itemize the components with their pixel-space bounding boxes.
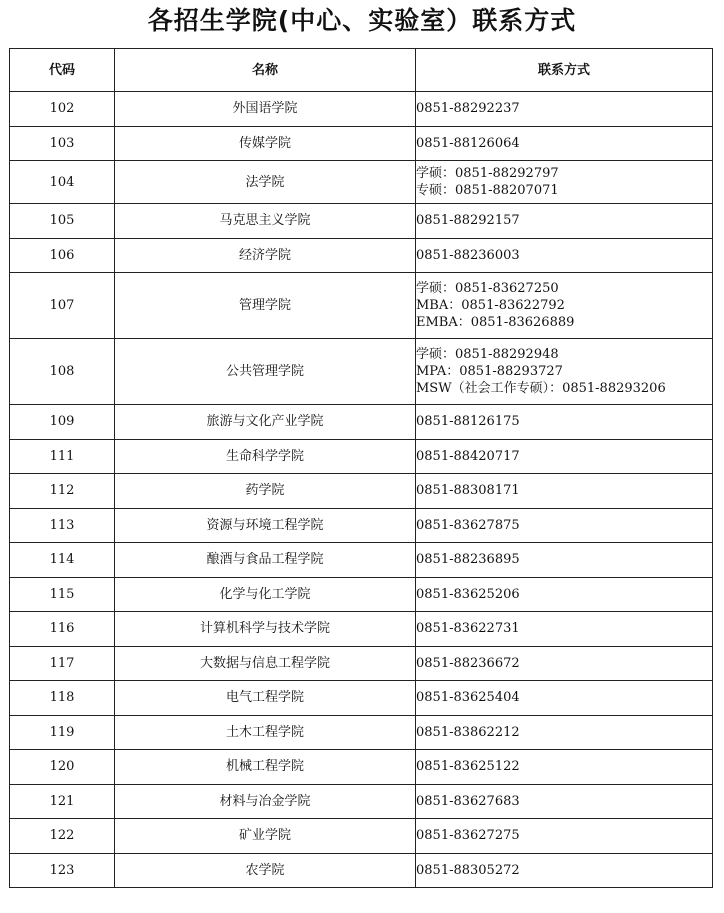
cell-contact xyxy=(416,273,713,339)
table-row xyxy=(10,339,713,405)
cell-contact xyxy=(416,238,713,273)
cell-name: 大数据与信息工程学院 xyxy=(115,646,416,681)
table-row xyxy=(10,577,713,612)
cell-contact xyxy=(416,161,713,204)
cell-name: 计算机科学与技术学院 xyxy=(115,612,416,647)
contact-line: MSW（社会工作专硕）：0851-88293206 xyxy=(416,381,666,396)
cell-name: 外国语学院 xyxy=(115,92,416,127)
cell-name: 公共管理学院 xyxy=(115,339,416,405)
contact-line: 0851-88236895 xyxy=(416,552,520,568)
cell-contact xyxy=(416,126,713,161)
contact-line: 0851-83627683 xyxy=(416,793,520,809)
cell-contact xyxy=(416,646,713,681)
cell-code: 108 xyxy=(10,339,115,405)
table-row xyxy=(10,273,713,339)
contact-line: 0851-83625122 xyxy=(416,759,520,775)
cell-contact xyxy=(416,577,713,612)
contact-line: 0851-88308171 xyxy=(416,483,520,499)
table-row xyxy=(10,508,713,543)
table-row xyxy=(10,204,713,239)
contact-line: 0851-88236003 xyxy=(416,247,520,263)
cell-code: 123 xyxy=(10,853,115,888)
cell-name: 法学院 xyxy=(115,161,416,204)
cell-contact xyxy=(416,339,713,405)
contact-line: 0851-88126064 xyxy=(416,135,520,151)
cell-contact xyxy=(416,204,713,239)
cell-code: 107 xyxy=(10,273,115,339)
column-header-name: 名称 xyxy=(115,49,416,92)
contact-line: 0851-88420717 xyxy=(416,448,520,464)
contact-line: 学硕：0851-83627250 xyxy=(416,281,559,296)
contact-line: 0851-88305272 xyxy=(416,862,520,878)
cell-contact xyxy=(416,92,713,127)
contact-line: 0851-83862212 xyxy=(416,724,520,740)
cell-name: 管理学院 xyxy=(115,273,416,339)
table-body xyxy=(10,92,713,888)
cell-code: 116 xyxy=(10,612,115,647)
contact-line: MPA：0851-88293727 xyxy=(416,364,563,379)
contact-line: 0851-83627275 xyxy=(416,828,520,844)
cell-code: 113 xyxy=(10,508,115,543)
cell-name: 马克思主义学院 xyxy=(115,204,416,239)
contact-line: 0851-83625404 xyxy=(416,690,520,706)
contact-line: 0851-88236672 xyxy=(416,655,520,671)
contact-line: 0851-88292237 xyxy=(416,101,520,117)
table-row xyxy=(10,543,713,578)
cell-code: 106 xyxy=(10,238,115,273)
cell-contact xyxy=(416,508,713,543)
table-row xyxy=(10,126,713,161)
cell-code: 120 xyxy=(10,750,115,785)
contact-line: 0851-83622731 xyxy=(416,621,520,637)
cell-name: 电气工程学院 xyxy=(115,681,416,716)
cell-name: 资源与环境工程学院 xyxy=(115,508,416,543)
cell-contact xyxy=(416,543,713,578)
cell-name: 传媒学院 xyxy=(115,126,416,161)
table-row xyxy=(10,750,713,785)
column-header-code: 代码 xyxy=(10,49,115,92)
cell-code: 117 xyxy=(10,646,115,681)
cell-contact xyxy=(416,405,713,440)
contact-line: 0851-88292157 xyxy=(416,213,520,229)
cell-code: 118 xyxy=(10,681,115,716)
cell-name: 经济学院 xyxy=(115,238,416,273)
cell-contact xyxy=(416,474,713,509)
cell-code: 114 xyxy=(10,543,115,578)
cell-code: 103 xyxy=(10,126,115,161)
table-row xyxy=(10,681,713,716)
cell-code: 122 xyxy=(10,819,115,854)
table-header-row xyxy=(10,49,713,92)
cell-name: 土木工程学院 xyxy=(115,715,416,750)
cell-code: 109 xyxy=(10,405,115,440)
contact-line: 学硕：0851-88292948 xyxy=(416,347,559,362)
contact-line: 0851-83627875 xyxy=(416,517,520,533)
cell-contact xyxy=(416,439,713,474)
contact-line: MBA：0851-83622792 xyxy=(416,298,565,313)
contact-line: 0851-88126175 xyxy=(416,414,520,430)
cell-code: 102 xyxy=(10,92,115,127)
column-header-contact: 联系方式 xyxy=(416,49,713,92)
cell-contact xyxy=(416,784,713,819)
cell-code: 105 xyxy=(10,204,115,239)
contact-line: 学硕：0851-88292797 xyxy=(416,166,559,181)
table-row xyxy=(10,474,713,509)
cell-code: 121 xyxy=(10,784,115,819)
table-row xyxy=(10,405,713,440)
cell-code: 115 xyxy=(10,577,115,612)
cell-contact xyxy=(416,750,713,785)
contact-table xyxy=(9,48,713,888)
cell-name: 药学院 xyxy=(115,474,416,509)
cell-contact xyxy=(416,853,713,888)
table-row xyxy=(10,715,713,750)
table-row xyxy=(10,784,713,819)
table-row xyxy=(10,612,713,647)
contact-line: 专硕：0851-88207071 xyxy=(416,183,559,198)
cell-contact xyxy=(416,612,713,647)
cell-name: 旅游与文化产业学院 xyxy=(115,405,416,440)
contact-line: 0851-83625206 xyxy=(416,586,520,602)
table-row xyxy=(10,161,713,204)
cell-code: 119 xyxy=(10,715,115,750)
cell-name: 化学与化工学院 xyxy=(115,577,416,612)
cell-name: 机械工程学院 xyxy=(115,750,416,785)
cell-contact xyxy=(416,715,713,750)
cell-code: 104 xyxy=(10,161,115,204)
table-row xyxy=(10,238,713,273)
cell-code: 111 xyxy=(10,439,115,474)
cell-contact xyxy=(416,681,713,716)
table-row xyxy=(10,439,713,474)
cell-contact xyxy=(416,819,713,854)
contact-line: EMBA：0851-83626889 xyxy=(416,315,575,330)
table-row xyxy=(10,853,713,888)
cell-name: 生命科学学院 xyxy=(115,439,416,474)
cell-name: 酿酒与食品工程学院 xyxy=(115,543,416,578)
table-row xyxy=(10,819,713,854)
cell-name: 材料与冶金学院 xyxy=(115,784,416,819)
table-row xyxy=(10,646,713,681)
cell-name: 农学院 xyxy=(115,853,416,888)
cell-code: 112 xyxy=(10,474,115,509)
cell-name: 矿业学院 xyxy=(115,819,416,854)
page-title: 各招生学院(中心、实验室）联系方式 xyxy=(147,6,577,35)
table-row xyxy=(10,92,713,127)
